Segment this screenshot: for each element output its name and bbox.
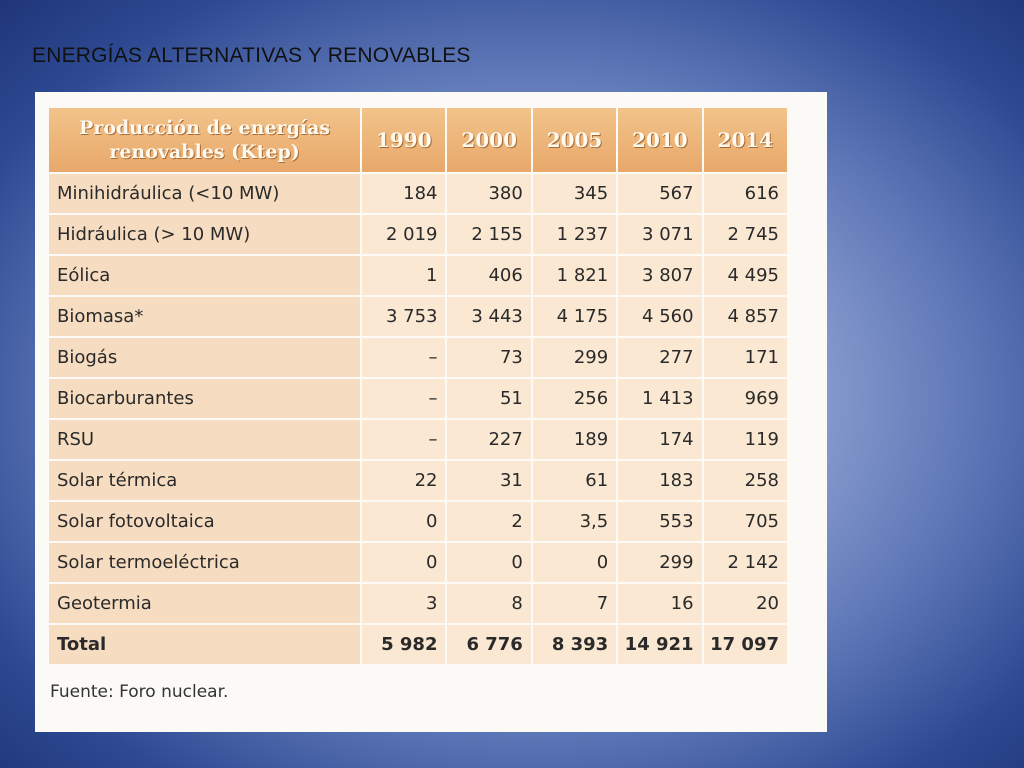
row-value: 3: [362, 584, 445, 623]
table-row: [49, 543, 787, 582]
row-value: 299: [533, 338, 616, 377]
table-header-row: [49, 108, 787, 172]
row-value: 7: [533, 584, 616, 623]
row-value: 20: [704, 584, 787, 623]
row-value: 969: [704, 379, 787, 418]
row-label: Solar térmica: [49, 461, 360, 500]
year-header-2014: 2014: [704, 108, 787, 172]
row-value: 705: [704, 502, 787, 541]
table-row: [49, 297, 787, 336]
row-value: 2 745: [704, 215, 787, 254]
row-value: 61: [533, 461, 616, 500]
row-label: RSU: [49, 420, 360, 459]
row-value: 73: [447, 338, 530, 377]
row-value: 1 237: [533, 215, 616, 254]
table-row: [49, 420, 787, 459]
row-value: 2 155: [447, 215, 530, 254]
row-value: 227: [447, 420, 530, 459]
row-value: 14 921: [618, 625, 701, 664]
table-row: [49, 174, 787, 213]
row-label: Biogás: [49, 338, 360, 377]
row-value: 4 175: [533, 297, 616, 336]
row-value: 258: [704, 461, 787, 500]
row-value: –: [362, 420, 445, 459]
row-value: 5 982: [362, 625, 445, 664]
row-value: 171: [704, 338, 787, 377]
row-value: 256: [533, 379, 616, 418]
row-value: 4 495: [704, 256, 787, 295]
row-value: 51: [447, 379, 530, 418]
row-label: Solar fotovoltaica: [49, 502, 360, 541]
table-row: [49, 502, 787, 541]
year-header-1990: 1990: [362, 108, 445, 172]
row-value: 174: [618, 420, 701, 459]
row-value: 0: [533, 543, 616, 582]
row-value: 6 776: [447, 625, 530, 664]
year-header-2000: 2000: [447, 108, 530, 172]
row-value: 3 443: [447, 297, 530, 336]
table-row: [49, 379, 787, 418]
renewables-table: [47, 106, 789, 666]
row-value: 2 019: [362, 215, 445, 254]
row-label: Biomasa*: [49, 297, 360, 336]
row-value: 3,5: [533, 502, 616, 541]
row-value: –: [362, 338, 445, 377]
row-value: 8 393: [533, 625, 616, 664]
slide-title: ENERGÍAS ALTERNATIVAS Y RENOVABLES: [32, 44, 471, 67]
row-value: 119: [704, 420, 787, 459]
row-value: 0: [362, 502, 445, 541]
row-value: 2 142: [704, 543, 787, 582]
row-value: 4 857: [704, 297, 787, 336]
row-value: 616: [704, 174, 787, 213]
row-value: 406: [447, 256, 530, 295]
year-header-2005: 2005: [533, 108, 616, 172]
row-value: 1 821: [533, 256, 616, 295]
row-value: 299: [618, 543, 701, 582]
table-header-label: Producción de energías renovables (Ktep): [49, 108, 360, 172]
row-value: 2: [447, 502, 530, 541]
source-note: Fuente: Foro nuclear.: [50, 682, 229, 702]
row-value: 0: [447, 543, 530, 582]
row-label: Minihidráulica (<10 MW): [49, 174, 360, 213]
row-value: 16: [618, 584, 701, 623]
row-value: 8: [447, 584, 530, 623]
row-value: 345: [533, 174, 616, 213]
row-value: 17 097: [704, 625, 787, 664]
row-value: 1 413: [618, 379, 701, 418]
row-value: 4 560: [618, 297, 701, 336]
row-label: Eólica: [49, 256, 360, 295]
row-label: Hidráulica (> 10 MW): [49, 215, 360, 254]
table-total-row: [49, 625, 787, 664]
row-value: 3 807: [618, 256, 701, 295]
table-row: [49, 461, 787, 500]
row-value: 31: [447, 461, 530, 500]
table-row: [49, 584, 787, 623]
row-label: Geotermia: [49, 584, 360, 623]
table-row: [49, 215, 787, 254]
row-value: 184: [362, 174, 445, 213]
year-header-2010: 2010: [618, 108, 701, 172]
row-value: 183: [618, 461, 701, 500]
row-value: 567: [618, 174, 701, 213]
row-label: Total: [49, 625, 360, 664]
row-value: –: [362, 379, 445, 418]
row-label: Biocarburantes: [49, 379, 360, 418]
row-value: 553: [618, 502, 701, 541]
table-row: [49, 256, 787, 295]
row-value: 3 071: [618, 215, 701, 254]
row-value: 380: [447, 174, 530, 213]
row-value: 3 753: [362, 297, 445, 336]
row-value: 277: [618, 338, 701, 377]
row-label: Solar termoeléctrica: [49, 543, 360, 582]
row-value: 1: [362, 256, 445, 295]
row-value: 0: [362, 543, 445, 582]
table-image: [35, 92, 827, 732]
row-value: 189: [533, 420, 616, 459]
table-row: [49, 338, 787, 377]
row-value: 22: [362, 461, 445, 500]
